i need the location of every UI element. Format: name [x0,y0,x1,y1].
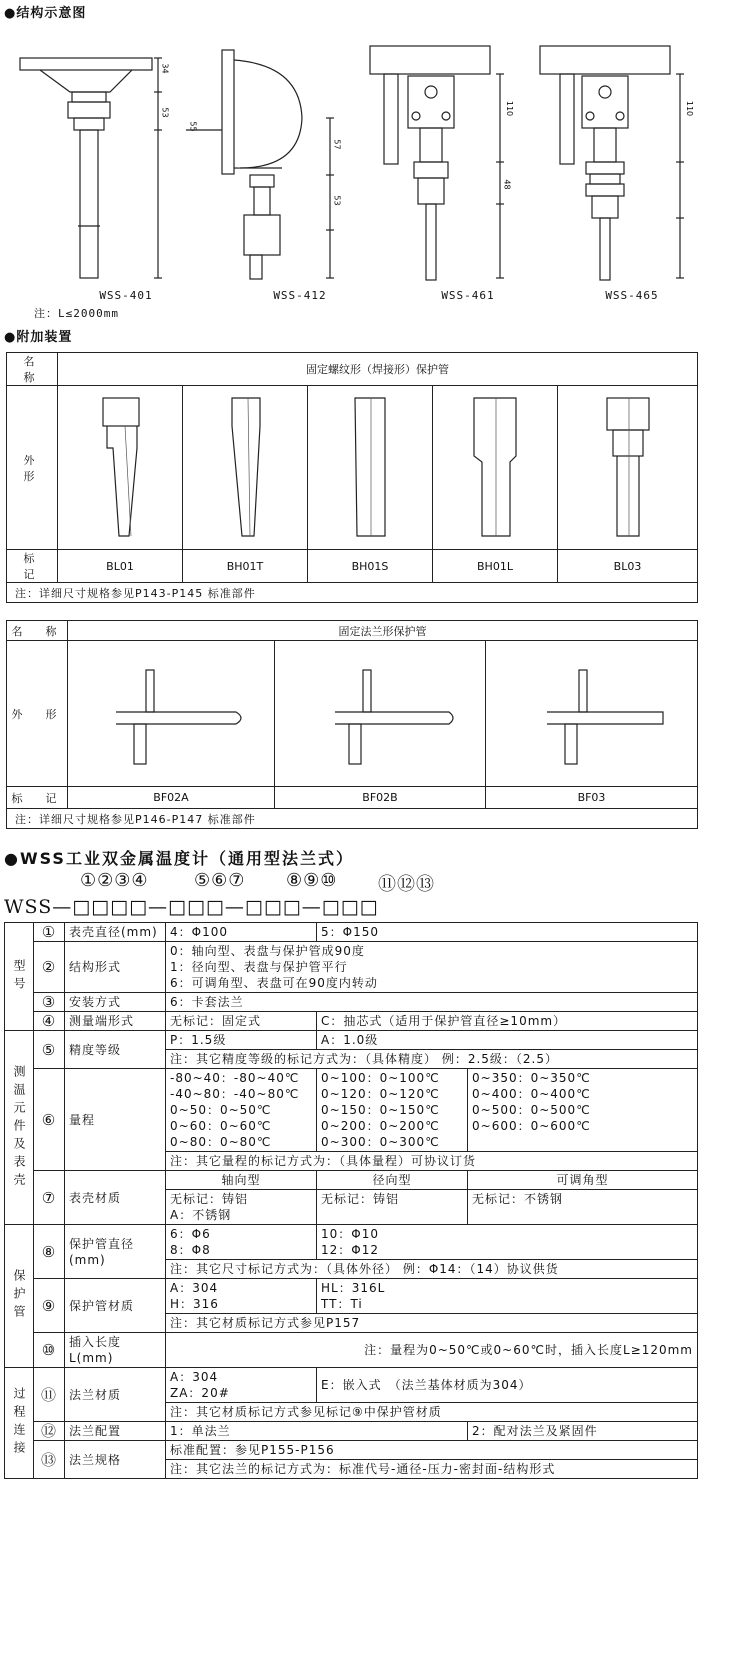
row-number: ⑤ [34,1031,65,1069]
option: 0~200：0~200℃ [321,1119,440,1133]
row-number: ⑪ [34,1368,65,1422]
option: 0：轴向型、表盘与保护管成90度 [170,944,365,958]
option: H：316 [170,1297,219,1311]
row-number: ⑥ [34,1069,65,1171]
diagram-wss-401 [20,58,162,278]
option: E：嵌入式 （法兰基体材质为304） [317,1368,698,1403]
row-number: ⑩ [34,1333,65,1368]
option: 无标记：不锈钢 [468,1190,698,1225]
option: 12：Φ12 [321,1243,379,1257]
option: 0~500：0~500℃ [472,1103,591,1117]
length-note: 注：L≤2000mm [34,307,119,320]
shape-cell-bl03 [558,386,698,550]
mark-bh01t: BH01T [183,550,308,583]
option: 2：配对法兰及紧固件 [468,1422,698,1441]
row-note: 注：其它法兰的标记方式为：标准代号-通径-压力-密封面-结构形式 [166,1460,698,1479]
dim-53: 53 [160,107,170,118]
option: 6：Φ6 [170,1227,211,1241]
range-col-2 [317,1069,468,1152]
mark-bl01: BL01 [58,550,183,583]
option: TT：Ti [321,1297,363,1311]
row-name: 量程 [65,1069,166,1171]
row-name: 表壳直径(mm) [65,923,166,942]
option: 1：径向型、表盘与保护管平行 [170,960,348,974]
row-note: 注：其它量程的标记方式为：（具体量程）可协议订货 [166,1152,698,1171]
dim-57: 57 [332,139,342,150]
option: 4：Φ100 [166,923,317,942]
model-label-wss-412: WSS-412 [273,289,327,302]
option: 6：可调角型、表盘可在90度内转动 [170,976,378,990]
mark-bf03: BF03 [486,787,698,809]
model-formula: WSS—□□□□—□□□—□□□—□□□ [4,896,379,918]
shape-cell-bh01l [433,386,558,550]
tube-drawing-bf02b [305,652,455,772]
row-name: 表壳材质 [65,1171,166,1225]
option: 10：Φ10 [321,1227,379,1241]
dim-110: 110 [505,100,515,117]
diagram-wss-412 [186,50,334,279]
dim-55: 55 [188,121,198,132]
diagram-wss-461 [370,46,504,280]
option: 0~60：0~60℃ [170,1119,272,1133]
range-col-1 [166,1069,317,1152]
tube-drawing-bh01s [335,386,405,546]
option: 0~120：0~120℃ [321,1087,440,1101]
mark-bf02b: BF02B [275,787,486,809]
model-label-wss-465: WSS-465 [605,289,659,302]
code-group-2: ⑤⑥⑦ [194,870,246,891]
tube-drawing-bl03 [593,386,663,546]
axial-material [166,1190,317,1225]
mark-bl03: BL03 [558,550,698,583]
option: ZA：20# [170,1386,230,1400]
option-group [166,1225,317,1260]
section-title-structure: ●结构示意图 [4,6,87,21]
option-group [317,1225,698,1260]
mark-bh01s: BH01S [308,550,433,583]
option: 0~80：0~80℃ [170,1135,272,1149]
name-label: 名 称 [7,621,68,641]
option: 0~150：0~150℃ [321,1103,440,1117]
option: P：1.5级 [166,1031,317,1050]
code-group-1: ①②③④ [80,870,149,891]
shape-cell-bf02b [275,641,486,787]
row-number: ② [34,942,65,993]
row-number: ⑦ [34,1171,65,1225]
mark-bh01l: BH01L [433,550,558,583]
mark-label: 标 记 [7,550,58,583]
table-note: 注：详细尺寸规格参见P143-P145 标准部件 [7,583,698,603]
row-number: ⑧ [34,1225,65,1279]
model-selection-table [4,922,698,1479]
row-name: 精度等级 [65,1031,166,1069]
table-header: 固定法兰形保护管 [68,621,698,641]
row-number: ⑬ [34,1441,65,1479]
option: 0~50：0~50℃ [170,1103,272,1117]
option: 8：Φ8 [170,1243,211,1257]
option: HL：316L [321,1281,386,1295]
row-name: 安装方式 [65,993,166,1012]
option: 无标记：固定式 [166,1012,317,1031]
row-name: 法兰配置 [65,1422,166,1441]
row-name: 保护管直径(mm) [65,1225,166,1279]
option: A：304 [170,1281,219,1295]
row-note: 注：其它精度等级的标记方式为：（具体精度） 例：2.5级：（2.5） [166,1050,698,1069]
table-header: 固定螺纹形（焊接形）保护管 [58,353,698,386]
name-label: 名 称 [7,353,58,386]
row-name: 测量端形式 [65,1012,166,1031]
row-name: 插入长度L(mm) [65,1333,166,1368]
section-title-accessories: ●附加装置 [4,330,73,345]
row-number: ③ [34,993,65,1012]
option: -80~40：-80~40℃ [170,1071,300,1085]
row-name: 法兰材质 [65,1368,166,1422]
range-col-3 [468,1069,698,1152]
table-note: 注：详细尺寸规格参见P146-P147 标准部件 [7,809,698,829]
shape-label: 外 形 [7,641,68,787]
option: 0~350：0~350℃ [472,1071,591,1085]
mark-bf02a: BF02A [68,787,275,809]
model-label-wss-401: WSS-401 [99,289,153,302]
row-name: 法兰规格 [65,1441,166,1479]
row-number: ⑨ [34,1279,65,1333]
option: 6：卡套法兰 [166,993,698,1012]
option: 0~600：0~600℃ [472,1119,591,1133]
group-label-element: 测温元件及表壳 [5,1031,34,1225]
row-note: 注：其它材质标记方式参见标记⑨中保护管材质 [166,1403,698,1422]
column-header: 轴向型 [166,1171,317,1190]
row-number: ① [34,923,65,942]
threaded-protection-tube-table [6,352,698,603]
shape-cell-bf02a [68,641,275,787]
shape-cell-bh01s [308,386,433,550]
code-group-3: ⑧⑨⑩ [286,870,338,891]
dim-34: 34 [160,63,170,74]
tube-drawing-bf02a [96,652,246,772]
option: C：抽芯式（适用于保护管直径≥10mm） [317,1012,698,1031]
row-note: 注：其它尺寸标记方式为：（具体外径） 例：Φ14：（14）协议供货 [166,1260,698,1279]
tube-drawing-bh01l [460,386,530,546]
option-group [166,1368,317,1403]
option: -40~80：-40~80℃ [170,1087,300,1101]
option: A：不锈钢 [170,1208,232,1222]
option: 0~400：0~400℃ [472,1087,591,1101]
shape-label: 外 形 [7,386,58,550]
row-note: 注：量程为0~50℃或0~60℃时，插入长度L≥120mm [166,1333,698,1368]
row-number: ⑫ [34,1422,65,1441]
row-number: ④ [34,1012,65,1031]
option: 无标记：铸铝 [170,1192,249,1206]
group-label-tube: 保护管 [5,1225,34,1368]
mark-label: 标 记 [7,787,68,809]
diagram-wss-465 [540,46,684,280]
row-name: 保护管材质 [65,1279,166,1333]
option: 无标记：铸铝 [317,1190,468,1225]
column-header: 可调角型 [468,1171,698,1190]
dim-48: 48 [502,179,512,190]
structure-diagrams [0,20,750,310]
tube-drawing-bf03 [517,652,667,772]
option: A：304 [170,1370,219,1384]
group-label-process: 过程连接 [5,1368,34,1479]
code-group-4: ⑪⑫⑬ [378,874,435,895]
option-group [317,1279,698,1314]
column-header: 径向型 [317,1171,468,1190]
option-list [166,942,698,993]
shape-cell-bh01t [183,386,308,550]
option: A：1.0级 [317,1031,698,1050]
flanged-protection-tube-table [6,620,698,829]
option: 0~100：0~100℃ [321,1071,440,1085]
row-name: 结构形式 [65,942,166,993]
option: 0~300：0~300℃ [321,1135,440,1149]
option: 标准配置：参见P155-P156 [166,1441,698,1460]
option-group [166,1279,317,1314]
tube-drawing-bh01t [210,386,280,546]
group-label-model: 型号 [5,923,34,1031]
dim-53b: 53 [332,195,342,206]
row-note: 注：其它材质标记方式参见P157 [166,1314,698,1333]
option: 1：单法兰 [166,1422,468,1441]
dim-110b: 110 [685,100,695,117]
shape-cell-bl01 [58,386,183,550]
option: 5：Φ150 [317,923,698,942]
tube-drawing-bl01 [85,386,155,546]
shape-cell-bf03 [486,641,698,787]
model-title: ●WSS工业双金属温度计（通用型法兰式） [4,849,354,868]
model-label-wss-461: WSS-461 [441,289,495,302]
